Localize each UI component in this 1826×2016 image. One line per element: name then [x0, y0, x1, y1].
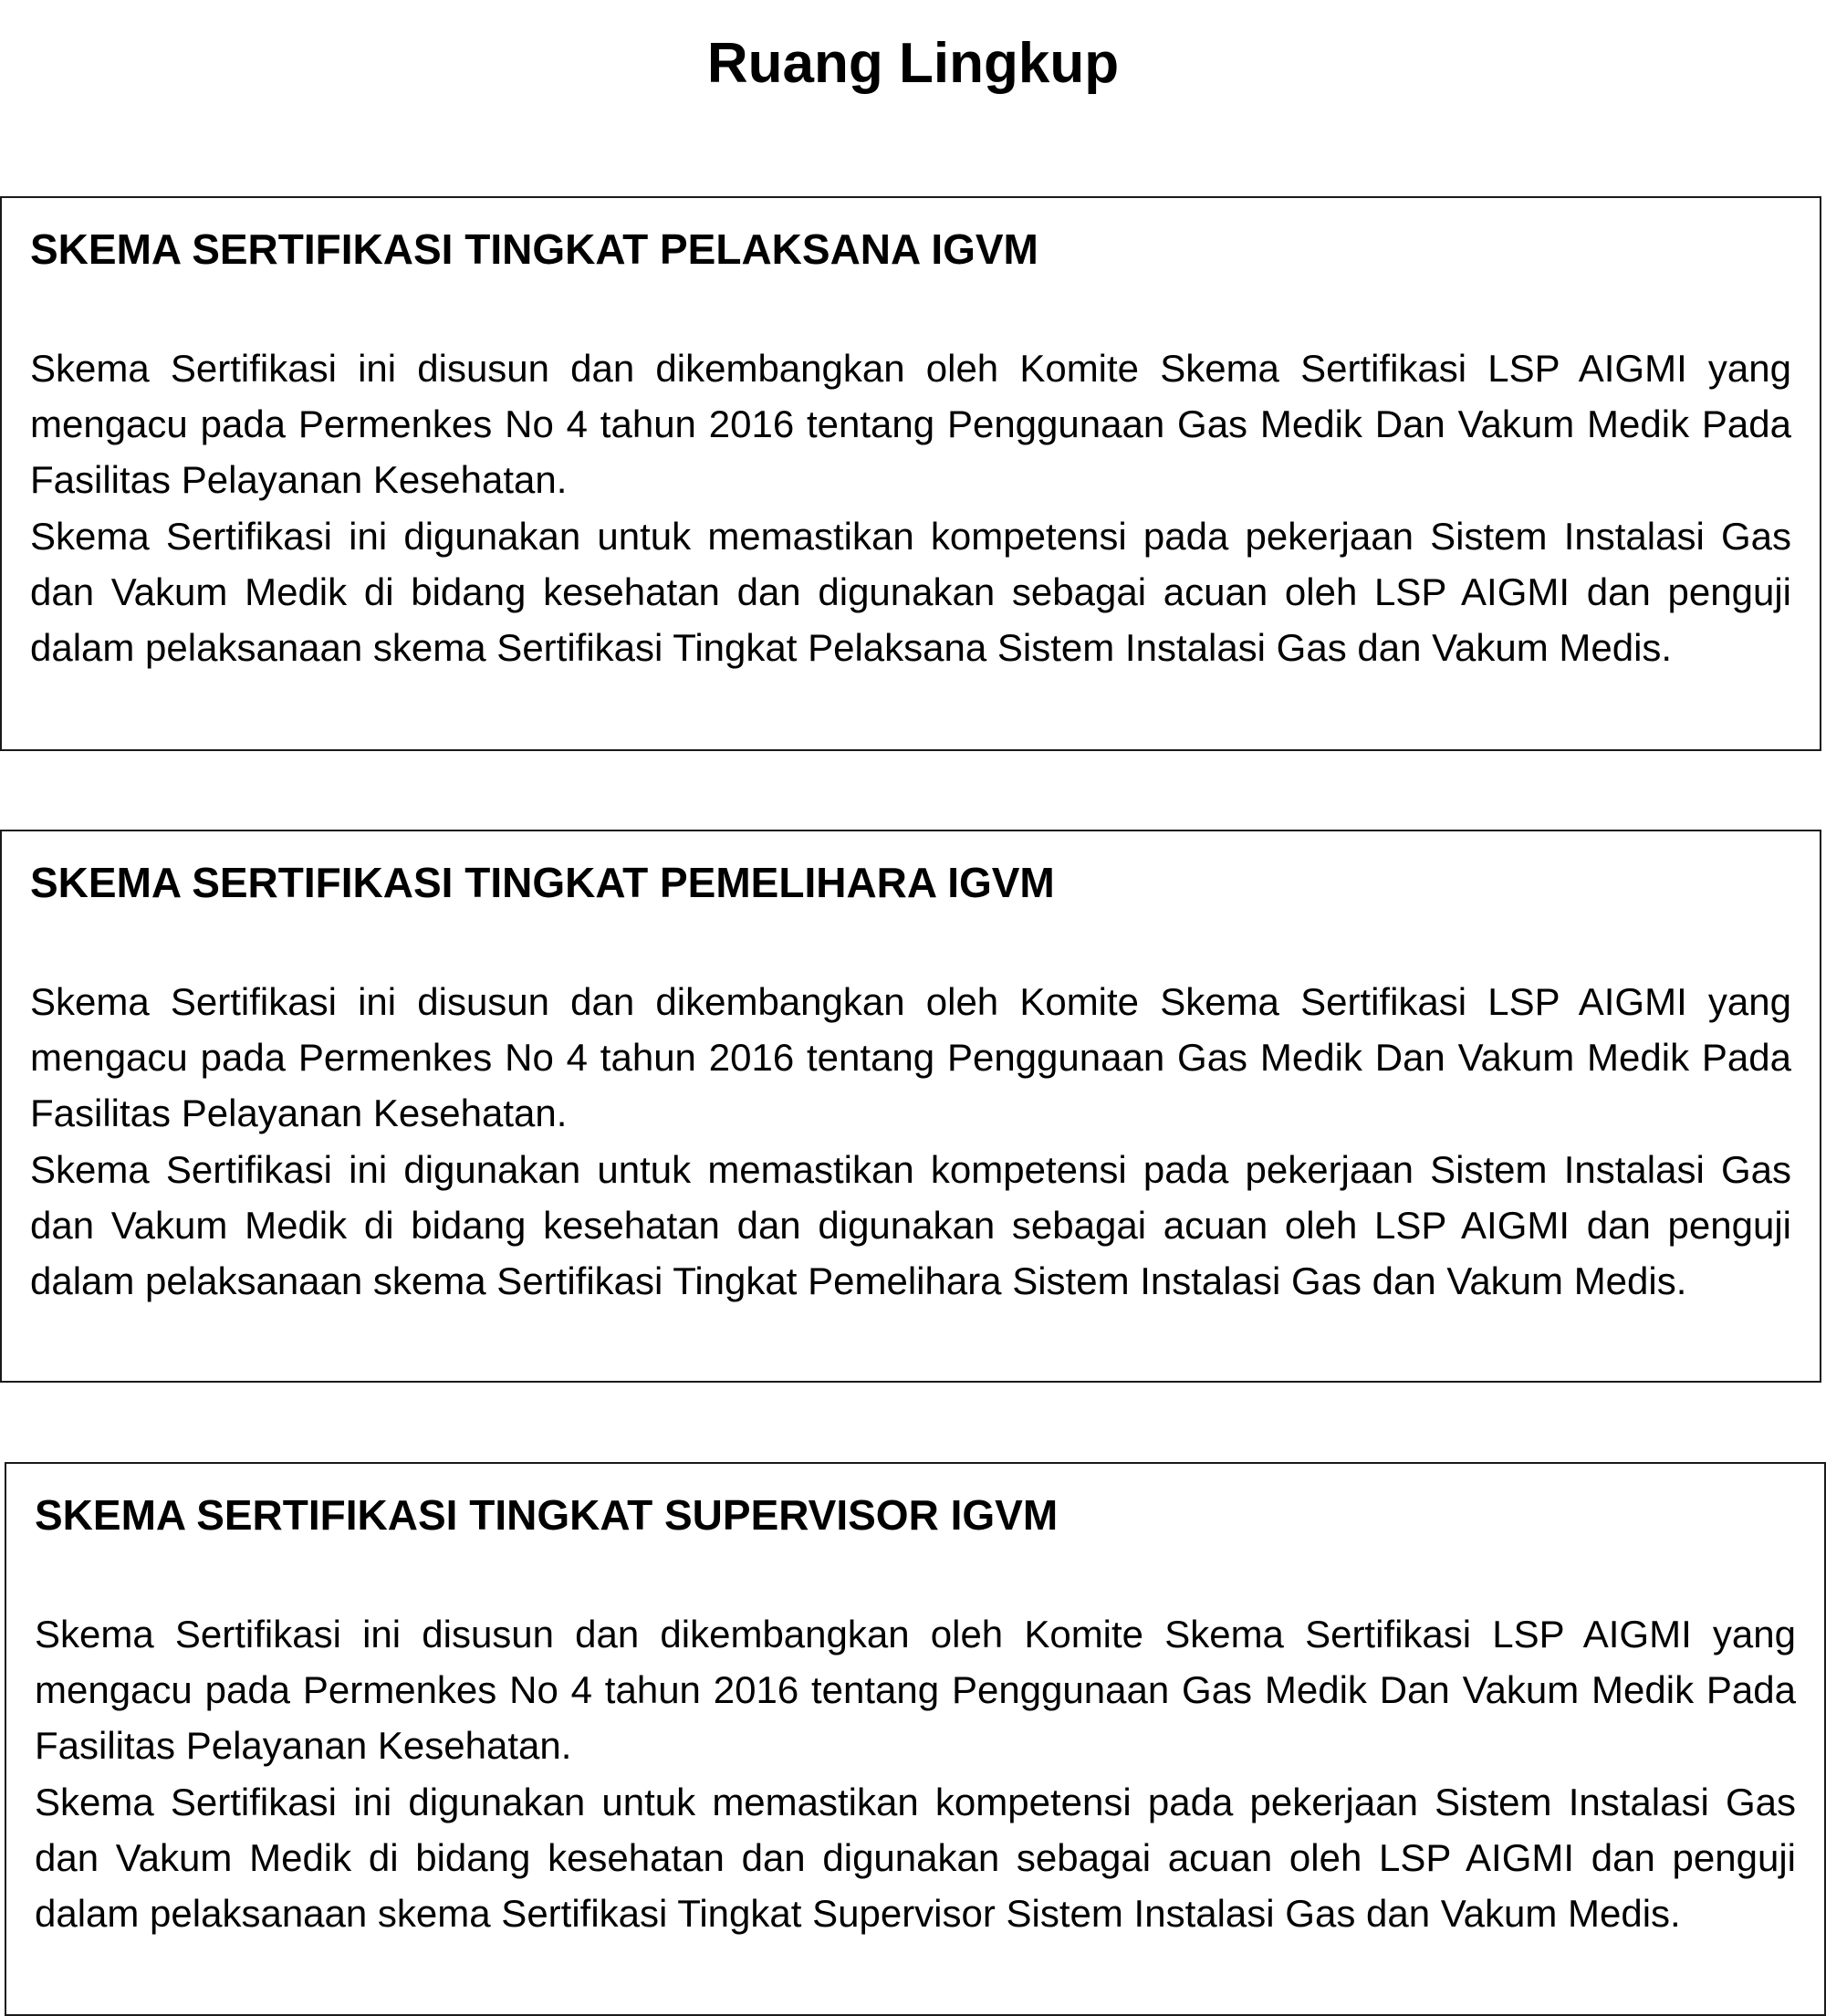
scheme-paragraph-reference: Skema Sertifikasi ini disusun dan dikembangkan oleh Komite Skema Sertifikasi LSP AIGMI yang mengacu pada Permenkes No 4 tahun 2016 tentang Penggunaan Gas Medik Dan Vakum Medik Pada Fasilitas Pelayanan Kesehatan.: [35, 1613, 1796, 1768]
scheme-paragraph-purpose: Skema Sertifikasi ini digunakan untuk memastikan kompetensi pada pekerjaan Sistem Instalasi Gas dan Vakum Medik di bidang kesehatan dan digunakan sebagai acuan oleh LSP AIGMI dan penguji dalam pelaksanaan skema Sertifikasi Tingkat Supervisor Sistem Instalasi Gas dan Vakum Medis.: [35, 1780, 1796, 1936]
scheme-body: [30, 340, 1791, 675]
scheme-paragraph-reference: Skema Sertifikasi ini disusun dan dikembangkan oleh Komite Skema Sertifikasi LSP AIGMI yang mengacu pada Permenkes No 4 tahun 2016 tentang Penggunaan Gas Medik Dan Vakum Medik Pada Fasilitas Pelayanan Kesehatan.: [30, 347, 1791, 502]
scheme-box-pemelihara: [0, 830, 1821, 1383]
page-title: Ruang Lingkup: [706, 32, 1120, 95]
scheme-heading: SKEMA SERTIFIKASI TINGKAT PELAKSANA IGVM: [30, 225, 1038, 273]
scheme-box-pelaksana: [0, 196, 1821, 751]
scheme-heading: SKEMA SERTIFIKASI TINGKAT SUPERVISOR IGVM: [35, 1491, 1059, 1539]
scheme-body: [30, 974, 1791, 1309]
scheme-body: [35, 1606, 1796, 1941]
scheme-paragraph-purpose: Skema Sertifikasi ini digunakan untuk memastikan kompetensi pada pekerjaan Sistem Instalasi Gas dan Vakum Medik di bidang kesehatan dan digunakan sebagai acuan oleh LSP AIGMI dan penguji dalam pelaksanaan skema Sertifikasi Tingkat Pemelihara Sistem Instalasi Gas dan Vakum Medis.: [30, 1147, 1791, 1303]
scheme-paragraph-reference: Skema Sertifikasi ini disusun dan dikembangkan oleh Komite Skema Sertifikasi LSP AIGMI yang mengacu pada Permenkes No 4 tahun 2016 tentang Penggunaan Gas Medik Dan Vakum Medik Pada Fasilitas Pelayanan Kesehatan.: [30, 980, 1791, 1135]
scheme-heading: SKEMA SERTIFIKASI TINGKAT PEMELIHARA IGVM: [30, 859, 1055, 906]
scheme-box-supervisor: [5, 1462, 1826, 2016]
scheme-paragraph-purpose: Skema Sertifikasi ini digunakan untuk memastikan kompetensi pada pekerjaan Sistem Instalasi Gas dan Vakum Medik di bidang kesehatan dan digunakan sebagai acuan oleh LSP AIGMI dan penguji dalam pelaksanaan skema Sertifikasi Tingkat Pelaksana Sistem Instalasi Gas dan Vakum Medis.: [30, 514, 1791, 670]
